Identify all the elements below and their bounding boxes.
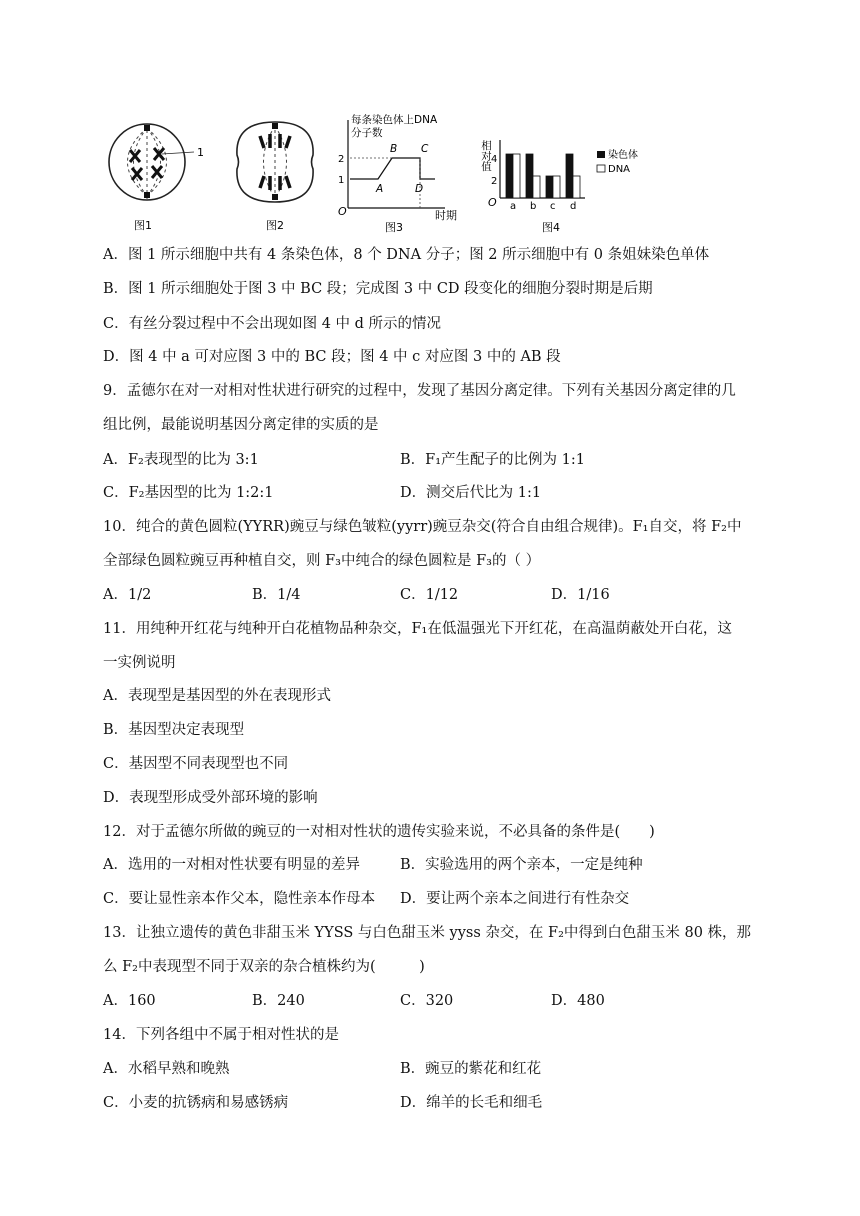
q10-option-d: D．1/16	[551, 587, 610, 603]
q8-option-c: C．有丝分裂过程中不会出现如图 4 中 d 所示的情况	[103, 316, 442, 332]
q10-option-c: C．1/12	[400, 587, 459, 603]
q11-stem-line1: 11．用纯种开红花与纯种开白花植物品种杂交，F₁在低温强光下开红花，在高温荫蔽处开白花，这	[103, 621, 732, 637]
q13-stem-line1: 13．让独立遗传的黄色非甜玉米 YYSS 与白色甜玉米 yyss 杂交，在 F₂中得到白色甜玉米 80 株，那	[103, 925, 752, 941]
q14-option-c: C．小麦的抗锈病和易感锈病	[103, 1095, 289, 1111]
q13-option-c: C．320	[400, 993, 454, 1009]
fig3-xlabel: 时期	[435, 209, 457, 222]
fig3-ytick-2: 2	[338, 154, 345, 165]
figure-2	[237, 122, 313, 232]
q12-option-c: C．要让显性亲本作父本，隐性亲本作母本	[103, 891, 376, 907]
fig4-bar-c-dna	[553, 176, 560, 198]
q9-stem-line2: 组比例，最能说明基因分离定律的实质的是	[103, 417, 379, 433]
q12-option-b: B．实验选用的两个亲本，一定是纯种	[400, 857, 643, 873]
fig4-caption: 图4	[542, 221, 560, 234]
figure-1	[109, 124, 204, 232]
q13-stem-line2: 么 F₂中表现型不同于双亲的杂合植株约为( )	[103, 959, 425, 975]
q9-option-b: B．F₁产生配子的比例为 1:1	[400, 452, 585, 468]
q14-option-a: A．水稻早熟和晚熟	[103, 1061, 230, 1077]
fig4-bar-a-chromosome	[506, 154, 513, 198]
q11-stem-line2: 一实例说明	[103, 655, 176, 671]
fig4-bar-d-dna	[573, 176, 580, 198]
fig1-label: 1	[197, 146, 204, 159]
fig4-bar-b-chromosome	[526, 154, 533, 198]
fig4-legend-swatch-2	[597, 165, 605, 172]
figure-strip	[100, 100, 680, 235]
fig4-legend-2: DNA	[608, 164, 631, 175]
q10-stem-line1: 10．纯合的黄色圆粒(YYRR)豌豆与绿色皱粒(yyrr)豌豆杂交(符合自由组合规律)。F₁自交，将 F₂中	[103, 519, 742, 535]
fig4-xtick-d: d	[570, 201, 577, 212]
q8-option-b: B．图 1 所示细胞处于图 3 中 BC 段；完成图 3 中 CD 段变化的细胞分裂时期是后期	[103, 281, 653, 297]
fig4-bar-d-chromosome	[566, 154, 573, 198]
fig4-bars	[506, 154, 580, 212]
fig3-point-a: A	[376, 183, 384, 195]
fig4-xtick-c: c	[550, 201, 556, 212]
q13-option-d: D．480	[551, 993, 605, 1009]
fig3-point-d: D	[415, 183, 424, 195]
fig3-point-c: C	[421, 143, 429, 155]
fig3-series-line	[350, 158, 435, 179]
q11-option-a: A．表现型是基因型的外在表现形式	[103, 688, 331, 704]
q12-option-d: D．要让两个亲本之间进行有性杂交	[400, 891, 630, 907]
q8-option-d: D．图 4 中 a 可对应图 3 中的 BC 段；图 4 中 c 对应图 3 中的 AB 段	[103, 349, 561, 365]
q14-option-d: D．绵羊的长毛和细毛	[400, 1095, 543, 1111]
fig4-ytick-4: 4	[491, 154, 498, 165]
q13-option-a: A．160	[103, 993, 156, 1009]
fig3-ytick-1: 1	[338, 175, 345, 186]
figure-4	[480, 139, 638, 234]
fig3-point-b: B	[390, 143, 398, 155]
fig4-legend-1: 染色体	[608, 150, 638, 161]
q14-stem-line1: 14．下列各组中不属于相对性状的是	[103, 1027, 339, 1043]
fig3-caption: 图3	[385, 221, 403, 234]
q10-stem-line2: 全部绿色圆粒豌豆再种植自交，则 F₃中纯合的绿色圆粒是 F₃的（ ）	[103, 553, 541, 569]
q13-option-b: B．240	[252, 993, 305, 1009]
q11-option-b: B．基因型决定表现型	[103, 722, 245, 738]
q9-option-a: A．F₂表现型的比为 3:1	[103, 452, 259, 468]
fig3-ylabel-2: 分子数	[351, 127, 383, 139]
fig1-caption: 图1	[134, 219, 152, 232]
fig3-ylabel-1: 每条染色体上DNA	[351, 114, 438, 126]
fig4-ytick-2: 2	[491, 176, 498, 187]
fig4-xtick-b: b	[530, 201, 537, 212]
q9-stem-line1: 9．孟德尔在对一对相对性状进行研究的过程中，发现了基因分离定律。下列有关基因分离定律的几	[103, 383, 736, 399]
q12-stem-line1: 12．对于孟德尔所做的豌豆的一对相对性状的遗传实验来说，不必具备的条件是( )	[103, 824, 655, 840]
q9-option-d: D．测交后代比为 1:1	[400, 485, 542, 501]
fig4-xtick-a: a	[510, 201, 517, 212]
fig4-legend-swatch-1	[597, 151, 605, 158]
q11-option-c: C．基因型不同表现型也不同	[103, 756, 289, 772]
fig4-bar-b-dna	[533, 176, 540, 198]
fig3-origin: O	[338, 205, 347, 218]
q10-option-a: A．1/2	[103, 587, 152, 603]
q9-option-c: C．F₂基因型的比为 1:2:1	[103, 485, 274, 501]
q12-option-a: A．选用的一对相对性状要有明显的差异	[103, 857, 360, 873]
q11-option-d: D．表现型形成受外部环境的影响	[103, 790, 318, 806]
fig4-ylabel: 相对值	[480, 140, 492, 172]
fig4-bar-a-dna	[513, 154, 520, 198]
fig2-caption: 图2	[266, 219, 284, 232]
q14-option-b: B．豌豆的紫花和红花	[400, 1061, 542, 1077]
fig4-origin: O	[488, 196, 497, 209]
q10-option-b: B．1/4	[252, 587, 301, 603]
q8-option-a: A．图 1 所示细胞中共有 4 条染色体，8 个 DNA 分子；图 2 所示细胞中有 0 条姐妹染色单体	[103, 247, 710, 263]
figure-3	[338, 113, 457, 234]
fig4-bar-c-chromosome	[546, 176, 553, 198]
